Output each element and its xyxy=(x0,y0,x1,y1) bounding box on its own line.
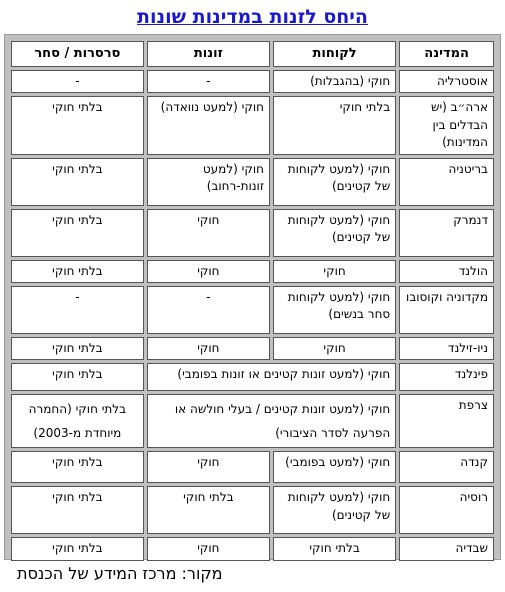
cell-prostitutes: חוקי xyxy=(147,537,270,560)
cell-clients: חוקי (למעט לקוחות של קטינים) xyxy=(273,158,396,206)
cell-clients-prostitutes-merged: חוקי (למעט זונות קטינים / בעלי חולשה או הפרעה לסדר הציבורי) xyxy=(147,394,396,448)
table-row xyxy=(11,451,494,483)
table-row xyxy=(11,537,494,560)
cell-pimping: בלתי חוקי xyxy=(11,209,144,257)
cell-clients: חוקי xyxy=(273,337,396,360)
table-row xyxy=(11,209,494,257)
cell-country: דנמרק xyxy=(399,209,494,257)
cell-prostitutes: חוקי xyxy=(147,337,270,360)
cell-pimping: בלתי חוקי xyxy=(11,260,144,283)
cell-pimping: בלתי חוקי xyxy=(11,337,144,360)
header-clients: לקוחות xyxy=(273,41,396,67)
table-row xyxy=(11,70,494,93)
cell-pimping: בלתי חוקי xyxy=(11,96,144,154)
table-row xyxy=(11,260,494,283)
cell-clients: חוקי (בהגבלות) xyxy=(273,70,396,93)
table-row xyxy=(11,337,494,360)
cell-prostitutes: חוקי xyxy=(147,260,270,283)
cell-prostitutes: בלתי חוקי xyxy=(147,486,270,534)
header-row xyxy=(11,41,494,67)
cell-country: פינלנד xyxy=(399,363,494,391)
cell-prostitutes: חוקי (למעט נוואדה) xyxy=(147,96,270,154)
cell-pimping: בלתי חוקי xyxy=(11,451,144,483)
cell-prostitutes: חוקי (למעט זונות-רחוב) xyxy=(147,158,270,206)
cell-country: ניו-זילנד xyxy=(399,337,494,360)
cell-country: מקדוניה וקוסובו xyxy=(399,286,494,334)
cell-clients: חוקי (למעט לקוחות סחר בנשים) xyxy=(273,286,396,334)
table-row xyxy=(11,286,494,334)
table-row xyxy=(11,486,494,534)
cell-pimping: - xyxy=(11,286,144,334)
cell-clients: חוקי (למעט בפומבי) xyxy=(273,451,396,483)
cell-prostitutes: חוקי xyxy=(147,209,270,257)
cell-clients: חוקי xyxy=(273,260,396,283)
cell-country: צרפת xyxy=(399,394,494,448)
table-frame xyxy=(4,34,501,560)
cell-pimping: בלתי חוקי (החמרה מיוחדת מ-2003) xyxy=(11,394,144,448)
table-row xyxy=(11,96,494,154)
cell-clients: חוקי (למעט לקוחות של קטינים) xyxy=(273,486,396,534)
cell-prostitutes: - xyxy=(147,286,270,334)
prostitution-laws-table xyxy=(8,38,497,564)
table-row xyxy=(11,363,494,391)
cell-pimping: בלתי חוקי xyxy=(11,537,144,560)
cell-country: שבדיה xyxy=(399,537,494,560)
cell-pimping: בלתי חוקי xyxy=(11,158,144,206)
cell-clients: חוקי (למעט לקוחות של קטינים) xyxy=(273,209,396,257)
table-row xyxy=(11,158,494,206)
cell-country: קנדה xyxy=(399,451,494,483)
cell-prostitutes: חוקי xyxy=(147,451,270,483)
page-title-container xyxy=(0,6,505,28)
cell-pimping: בלתי חוקי xyxy=(11,363,144,391)
cell-clients: בלתי חוקי xyxy=(273,537,396,560)
source-caption: מקור: מרכז המידע של הכנסת xyxy=(17,564,223,583)
cell-pimping: - xyxy=(11,70,144,93)
table-row xyxy=(11,394,494,448)
cell-country: רוסיה xyxy=(399,486,494,534)
cell-clients-prostitutes-merged: חוקי (למעט זונות קטינים או זונות בפומבי) xyxy=(147,363,396,391)
header-country: המדינה xyxy=(399,41,494,67)
header-prostitutes: זונות xyxy=(147,41,270,67)
cell-country: בריטניה xyxy=(399,158,494,206)
cell-country: ארה״ב (יש הבדלים בין המדינות) xyxy=(399,96,494,154)
cell-country: אוסטרליה xyxy=(399,70,494,93)
cell-country: הולנד xyxy=(399,260,494,283)
header-pimping: סרסרות / סחר xyxy=(11,41,144,67)
page-title-link[interactable]: היחס לזנות במדינות שונות xyxy=(137,6,368,28)
cell-clients: בלתי חוקי xyxy=(273,96,396,154)
cell-prostitutes: - xyxy=(147,70,270,93)
cell-pimping: בלתי חוקי xyxy=(11,486,144,534)
